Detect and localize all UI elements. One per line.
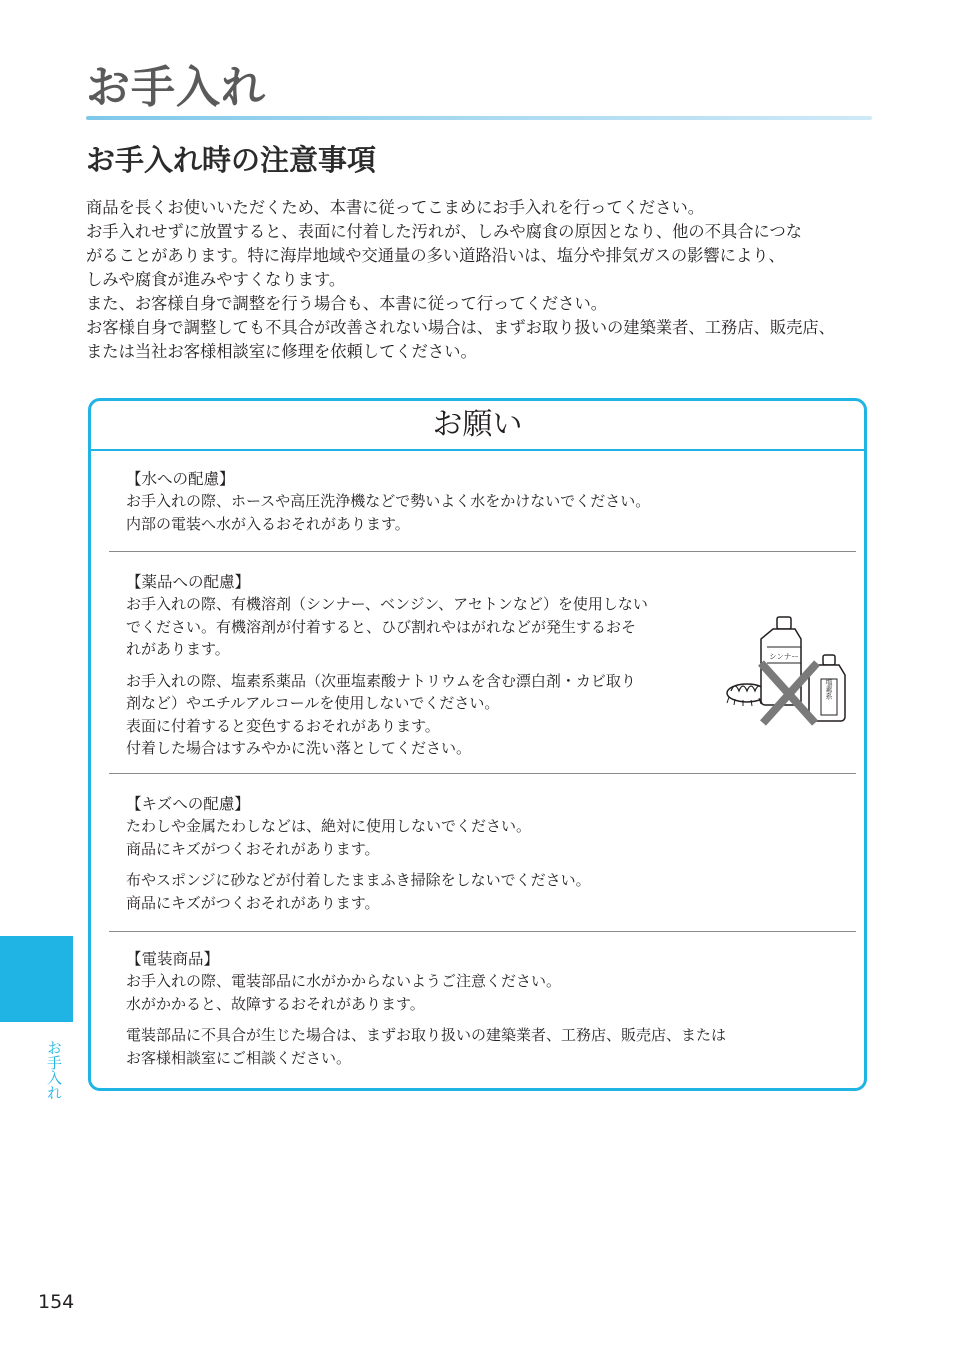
page-title: お手入れ — [86, 62, 266, 113]
intro-line: また、お客様自身で調整を行う場合も、本書に従って行ってください。 — [86, 294, 608, 313]
section-text: れがあります。 — [126, 640, 230, 658]
section-text: 表面に付着すると変色するおそれがあります。 — [126, 716, 440, 735]
notice-section-scratches — [109, 793, 856, 932]
section-text: 内部の電装へ水が入るおそれがあります。 — [126, 514, 410, 533]
section-text: 電装部品に不具合が生じた場合は、まずお取り扱いの建築業者、工務店、販売店、または — [126, 1026, 727, 1044]
section-text: 商品にキズがつくおそれがあります。 — [126, 893, 380, 912]
intro-line: がることがあります。特に海岸地域や交通量の多い道路沿いは、塩分や排気ガスの影響により、 — [86, 246, 785, 265]
intro-text — [86, 196, 886, 364]
section-text: たわしや金属たわしなどは、絶対に使用しないでください。 — [126, 817, 532, 835]
intro-line: または当社お客様相談室に修理を依頼してください。 — [86, 342, 477, 361]
section-text: お手入れの際、塩素系薬品（次亜塩素酸ナトリウムを含む漂白剤・カビ取り — [126, 671, 636, 690]
notice-section-water — [109, 468, 856, 552]
section-text: 布やスポンジに砂などが付着したままふき掃除をしないでください。 — [126, 871, 591, 889]
section-text: お客様相談室にご相談ください。 — [126, 1048, 352, 1067]
section-text: お手入れの際、ホースや高圧洗浄機などで勢いよく水をかけないでください。 — [126, 492, 651, 510]
section-title: 【キズへの配慮】 — [126, 795, 250, 813]
section-title: 【電装商品】 — [126, 950, 220, 968]
section-text: お手入れの際、電装部品に水がかからないようご注意ください。 — [126, 972, 562, 990]
section-text: 剤など）やエチルアルコールを使用しないでください。 — [126, 694, 500, 712]
notice-section-electrical — [109, 948, 856, 1078]
chapter-tab — [0, 936, 73, 1022]
notice-box — [88, 398, 867, 1091]
section-title: 【薬品への配慮】 — [126, 573, 251, 591]
bottle-label: シンナー — [769, 652, 799, 661]
chapter-label: お手入れ — [45, 1040, 63, 1100]
title-underline — [86, 116, 872, 120]
intro-line: お手入れせずに放置すると、表面に付着した汚れが、しみや腐食の原因となり、他の不具合につな — [86, 222, 803, 241]
section-text: お手入れの際、有機溶剤（シンナー、ベンジン、アセトンなど）を使用しない — [126, 595, 648, 613]
section-text: 水がかかると、故障するおそれがあります。 — [126, 994, 425, 1013]
intro-line: 商品を長くお使いいただくため、本書に従ってこまめにお手入れを行ってください。 — [86, 198, 705, 217]
page-number: 154 — [38, 1291, 75, 1313]
no-chemicals-icon — [725, 611, 855, 731]
section-title: 【水への配慮】 — [126, 470, 235, 488]
section-text: 付着した場合はすみやかに洗い落としてください。 — [126, 739, 472, 757]
section-text: 商品にキズがつくおそれがあります。 — [126, 839, 380, 858]
section-heading: お手入れ時の注意事項 — [86, 143, 377, 177]
notice-heading: お願い — [91, 401, 864, 451]
bottle-label: 塩素系 — [825, 678, 833, 700]
section-text: でください。有機溶剤が付着すると、ひび割れやはがれなどが発生するおそ — [126, 617, 637, 636]
intro-line: しみや腐食が進みやすくなります。 — [86, 270, 346, 289]
intro-line: お客様自身で調整しても不具合が改善されない場合は、まずお取り扱いの建築業者、工務店、販売店、 — [86, 318, 835, 337]
